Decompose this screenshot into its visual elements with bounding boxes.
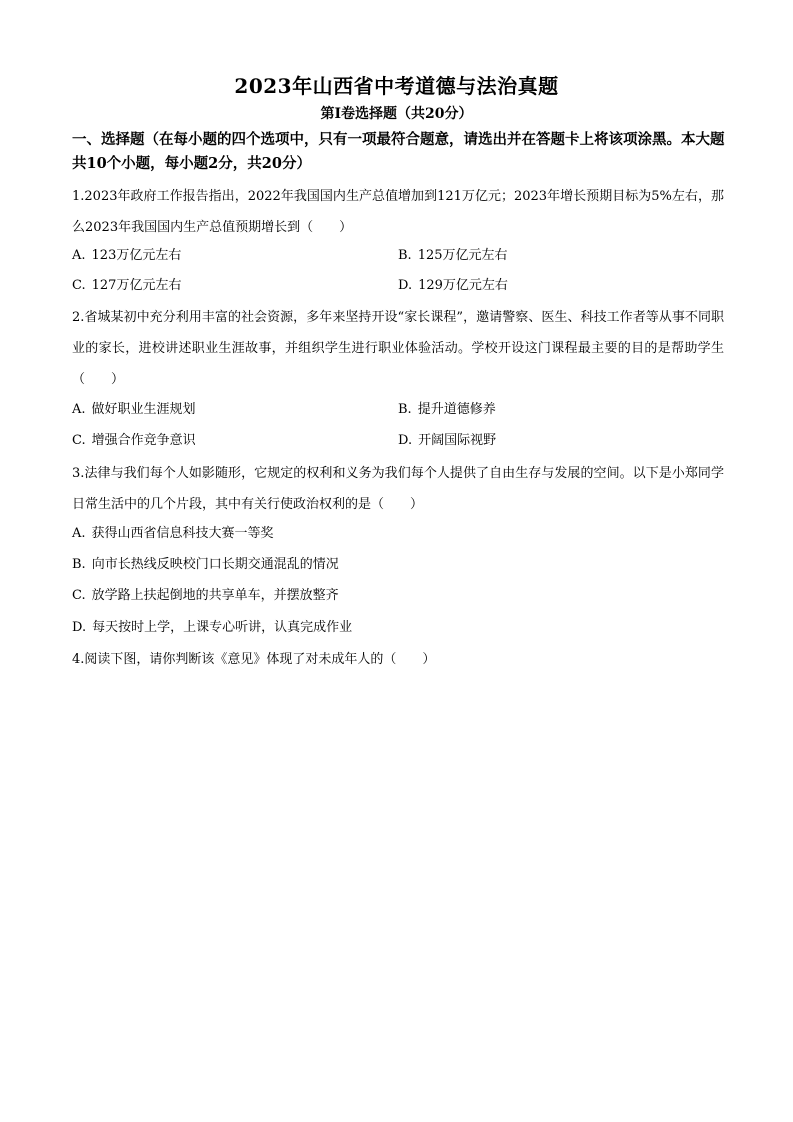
- question-stem: 阅读下图，请你判断该《意见》体现了对未成年人的（ ）: [84, 652, 436, 667]
- option-text: 做好职业生涯规划: [91, 402, 196, 417]
- section-instructions: 一、选择题（在每小题的四个选项中，只有一项最符合题意，请选出并在答题卡上将该项涂黑。本大题共10个小题，每小题2分，共20分）: [72, 131, 725, 172]
- question-1-option-a: [72, 246, 181, 266]
- option-text: 放学路上扶起倒地的共享单车，并摆放整齐: [91, 588, 339, 603]
- section-subtitle: 第Ⅰ卷选择题（共20分）: [320, 106, 473, 122]
- option-label: D.: [72, 620, 87, 635]
- question-3: [72, 458, 724, 520]
- option-label: C.: [72, 433, 86, 448]
- question-number: 3.: [72, 466, 85, 481]
- question-number: 2.: [72, 310, 85, 325]
- question-1: [72, 181, 724, 243]
- question-2-option-b: [398, 400, 496, 420]
- option-label: A.: [72, 526, 86, 541]
- option-label: D.: [398, 433, 413, 448]
- option-text: 123万亿元左右: [91, 248, 182, 263]
- option-label: C.: [72, 278, 86, 293]
- question-3-option-c: [72, 586, 339, 606]
- option-label: D.: [398, 278, 413, 293]
- option-text: 获得山西省信息科技大赛一等奖: [91, 526, 274, 541]
- question-3-option-b: [72, 555, 339, 575]
- question-number: 4.: [72, 652, 85, 667]
- question-stem: 省城某初中充分利用丰富的社会资源，多年来坚持开设“家长课程”，邀请警察、医生、科技工作者等从事不同职业的家长，进校讲述职业生涯故事，并组织学生进行职业体验活动。学校开设这门课程最主要的目的是帮助学生（ ）: [72, 310, 724, 387]
- option-text: 提升道德修养: [417, 402, 496, 417]
- question-1-option-b: [398, 246, 508, 266]
- option-label: C.: [72, 588, 86, 603]
- option-text: 127万亿元左右: [91, 278, 182, 293]
- option-text: 125万亿元左右: [417, 248, 508, 263]
- page-title: 2023年山西省中考道德与法治真题: [234, 74, 559, 98]
- option-text: 每天按时上学，上课专心听讲，认真完成作业: [92, 620, 353, 635]
- question-2-option-d: [398, 431, 496, 451]
- option-text: 增强合作竞争意识: [91, 433, 196, 448]
- option-label: B.: [72, 557, 86, 572]
- question-3-option-d: [72, 618, 352, 638]
- option-label: B.: [398, 402, 412, 417]
- option-label: A.: [72, 248, 86, 263]
- question-3-option-a: [72, 524, 274, 544]
- option-label: A.: [72, 402, 86, 417]
- option-text: 开阔国际视野: [418, 433, 497, 448]
- option-label: B.: [398, 248, 412, 263]
- question-4: [72, 650, 435, 670]
- question-1-option-c: [72, 276, 181, 296]
- question-1-option-d: [398, 276, 508, 296]
- option-text: 129万亿元左右: [418, 278, 508, 293]
- question-stem: 法律与我们每个人如影随形，它规定的权利和义务为我们每个人提供了自由生存与发展的空间。以下是小郑同学日常生活中的几个片段，其中有关行使政治权利的是（ ）: [72, 466, 724, 512]
- question-stem: 2023年政府工作报告指出，2022年我国国内生产总值增加到121万亿元；2023年增长预期目标为5%左右，那么2023年我国国内生产总值预期增长到（ ）: [72, 189, 724, 235]
- question-2-option-c: [72, 431, 196, 451]
- question-2: [72, 302, 724, 395]
- question-2-option-a: [72, 400, 196, 420]
- option-text: 向市长热线反映校门口长期交通混乱的情况: [91, 557, 339, 572]
- question-number: 1.: [72, 189, 85, 204]
